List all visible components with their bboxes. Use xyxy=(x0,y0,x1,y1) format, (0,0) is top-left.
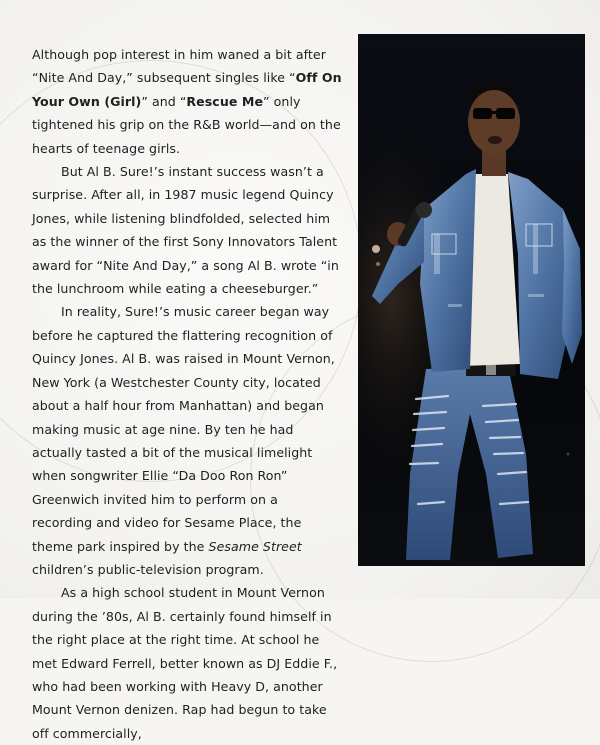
article-paragraph xyxy=(32,43,342,160)
article-paragraph xyxy=(32,160,342,300)
paragraph-text: ” only tightened his grip on the R&B world—and on the hearts of teenage girls. xyxy=(32,93,341,156)
paragraph-text: children’s public-television program. xyxy=(32,561,264,577)
paragraph-text: In reality, Sure!’s music career began way before he captured the flattering recognition of Quincy Jones. Al B. was raised in Mount Vernon, New York (a Westchester County city, located about a half hour from Manhattan) and began making music at age nine. By ten he had actually tasted a bit of the musical limelight when songwriter Ellie “Da Doo Ron Ron” Greenwich invited him to perform on a recording and video for Sesame Place, the theme park inspired by the xyxy=(32,304,335,554)
article-paragraph xyxy=(32,300,342,581)
paragraph-text: ” and “ xyxy=(141,93,187,109)
song-title: Off On Your Own (Girl) xyxy=(32,70,342,109)
paragraph-text: Although pop interest in him waned a bit after “Nite And Day,” subsequent singles like “ xyxy=(32,47,326,86)
performer-illustration xyxy=(358,34,585,566)
program-title: Sesame Street xyxy=(208,538,302,554)
article-text-column xyxy=(32,43,342,745)
article-paragraph xyxy=(32,581,342,745)
performer-photo xyxy=(358,34,585,566)
paragraph-text: But Al B. Sure!’s instant success wasn’t a surprise. After all, in 1987 music legend Quincy Jones, while listening blindfolded, selected him as the winner of the first Sony Innovators Talent award for “Nite And Day,” a song Al B. wrote “in the lunchroom while eating a cheeseburger.” xyxy=(32,164,339,297)
paragraph-text: As a high school student in Mount Vernon during the ’80s, Al B. certainly found himself in the right place at the right time. At school he met Edward Ferrell, better known as DJ Eddie F., who had been working with Heavy D, another Mount Vernon denizen. Rap had begun to take off commercially, xyxy=(32,585,338,741)
song-title: Rescue Me xyxy=(186,93,264,109)
